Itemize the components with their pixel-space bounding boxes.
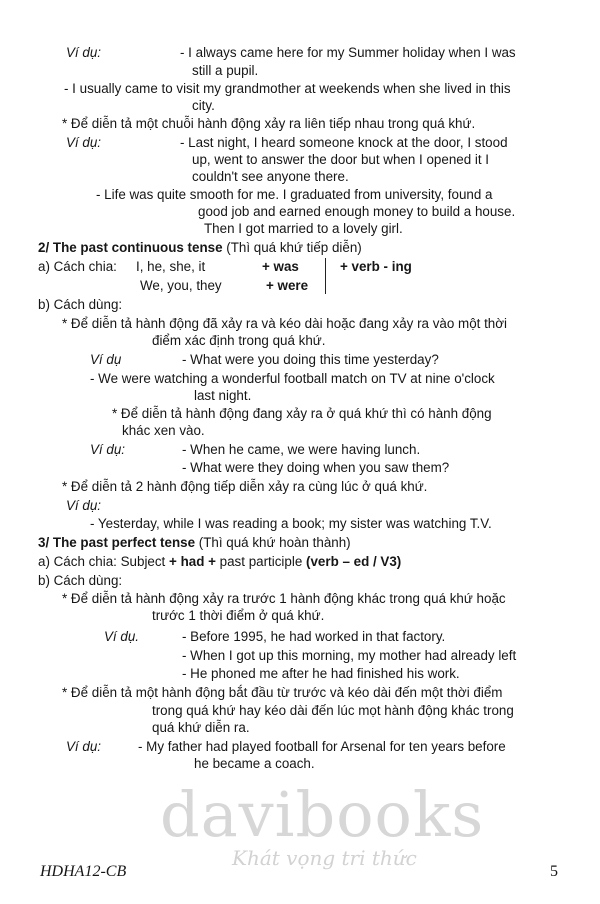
text-line (90, 441, 125, 459)
text-line (182, 351, 439, 369)
text-span: b) Cách dùng: (38, 573, 123, 588)
text-line (66, 44, 101, 62)
text-line (104, 628, 139, 646)
text-span: - Before 1995, he had worked in that factory. (182, 629, 446, 644)
text-span: trong quá khứ hay kéo dài đến lúc mọt hành động khác trong (152, 703, 514, 718)
text-line (38, 572, 122, 590)
text-line (204, 220, 403, 238)
text-span: Ví dụ: (66, 739, 101, 754)
text-span: * Để diễn tả một hành động bắt đầu từ trước và kéo dài đến một thời điểm (62, 685, 503, 700)
text-span: - Last night, I heard someone knock at the door, I stood (180, 135, 508, 150)
text-line (38, 534, 351, 552)
text-span: 3/ The past perfect tense (38, 535, 196, 550)
text-span: - What were they doing when you saw them? (182, 460, 450, 475)
text-line (266, 277, 308, 295)
text-span: 2/ The past continuous tense (38, 240, 223, 255)
text-line (152, 607, 324, 625)
text-span: city. (192, 98, 215, 113)
text-line (64, 80, 511, 98)
text-span: Ví dụ (90, 352, 122, 367)
text-span: past participle (215, 554, 306, 569)
page-number: 5 (550, 863, 558, 880)
text-span: quá khứ diễn ra. (152, 720, 250, 735)
text-line (62, 115, 475, 133)
text-span: điểm xác định trong quá khứ. (152, 333, 326, 348)
text-line (122, 422, 205, 440)
text-span: Then I got married to a lovely girl. (204, 221, 403, 236)
text-line (90, 370, 495, 388)
text-span: We, you, they (140, 278, 222, 293)
text-line (62, 315, 507, 333)
text-span: - My father had played football for Arsenal for ten years before (138, 739, 506, 754)
text-line (38, 296, 122, 314)
text-span: - I always came here for my Summer holiday when I was (180, 45, 516, 60)
text-line (62, 684, 502, 702)
text-line (340, 258, 412, 276)
text-span: + (208, 554, 216, 569)
text-line (112, 405, 492, 423)
text-line (182, 647, 516, 665)
text-line (192, 151, 489, 169)
text-span: trước 1 thời điểm ở quá khứ. (152, 608, 325, 623)
text-line (180, 134, 508, 152)
text-span: + was (262, 259, 299, 274)
text-line (62, 478, 427, 496)
text-line (180, 44, 516, 62)
text-span: * Để diễn tả một chuỗi hành động xảy ra liên tiếp nhau trong quá khứ. (62, 116, 476, 131)
text-line (152, 702, 514, 720)
text-span: * Để diễn tả 2 hành động tiếp diễn xảy ra cùng lúc ở quá khứ. (62, 479, 428, 494)
text-line (182, 441, 420, 459)
text-span: * Để diễn tả hành động xảy ra trước 1 hành động khác trong quá khứ hoặc (62, 591, 506, 606)
text-span: * Để diễn tả hành động đã xảy ra và kéo dài hoặc đang xảy ra vào một thời (62, 316, 508, 331)
text-line (192, 62, 258, 80)
text-line (198, 203, 515, 221)
text-line (62, 590, 506, 608)
text-span: Ví dụ. (104, 629, 139, 644)
text-line (66, 738, 101, 756)
text-span: had (180, 554, 205, 569)
text-line (96, 186, 492, 204)
text-line (182, 459, 449, 477)
text-span: Ví dụ: (66, 45, 101, 60)
text-span: (Thì quá khứ tiếp diễn) (222, 240, 362, 255)
text-span: Ví dụ: (66, 498, 101, 513)
text-span: b) Cách dùng: (38, 297, 123, 312)
text-span: last night. (194, 388, 252, 403)
text-line (66, 134, 101, 152)
text-line (90, 515, 492, 533)
text-line (38, 239, 362, 257)
text-line (90, 351, 121, 369)
text-span: - Life was quite smooth for me. I graduated from university, found a (96, 187, 493, 202)
text-span: (verb – ed / V3) (306, 554, 402, 569)
text-line (152, 719, 250, 737)
text-span: a) Cách chia: (38, 259, 117, 274)
text-span: I, he, she, it (136, 259, 206, 274)
text-span: * Để diễn tả hành động đang xảy ra ở quá khứ thì có hành động (112, 406, 492, 421)
text-line (262, 258, 299, 276)
text-line (182, 665, 460, 683)
text-span: up, went to answer the door but when I opened it I (192, 152, 490, 167)
text-line (38, 553, 401, 571)
text-span: couldn't see anyone there. (192, 169, 349, 184)
text-line (152, 332, 325, 350)
text-line (192, 97, 215, 115)
text-line (192, 168, 349, 186)
text-span: khác xen vào. (122, 423, 205, 438)
text-line (140, 277, 222, 295)
text-line (66, 497, 101, 515)
text-span: - When he came, we were having lunch. (182, 442, 421, 457)
text-span: - He phoned me after he had finished his work. (182, 666, 460, 681)
text-span: a) Cách chia: Subject (38, 554, 169, 569)
text-span: he became a coach. (194, 756, 315, 771)
text-span: + were (266, 278, 309, 293)
book-code: HDHA12-CB (40, 863, 127, 880)
watermark-brand: davibooks (160, 778, 485, 851)
text-span: (Thì quá khứ hoàn thành) (195, 535, 351, 550)
text-line (38, 258, 117, 276)
watermark-slogan: Khát vọng tri thức (232, 846, 417, 870)
text-line (136, 258, 205, 276)
text-span: - I usually came to visit my grandmother at weekends when she lived in this (64, 81, 511, 96)
text-span: - When I got up this morning, my mother had already left (182, 648, 517, 663)
text-span: - What were you doing this time yesterday? (182, 352, 439, 367)
text-span: Ví dụ: (66, 135, 101, 150)
text-span: still a pupil. (192, 63, 259, 78)
text-line (182, 628, 445, 646)
text-line (194, 387, 251, 405)
text-span: - Yesterday, while I was reading a book; my sister was watching T.V. (90, 516, 492, 531)
text-line (138, 738, 506, 756)
text-span: - We were watching a wonderful football match on TV at nine o'clock (90, 371, 495, 386)
text-line (194, 755, 315, 773)
text-span: + verb - ing (340, 259, 412, 274)
text-span: good job and earned enough money to build a house. (198, 204, 516, 219)
text-span: + (169, 554, 177, 569)
text-span: Ví dụ: (90, 442, 125, 457)
conjugation-bracket (325, 258, 326, 294)
